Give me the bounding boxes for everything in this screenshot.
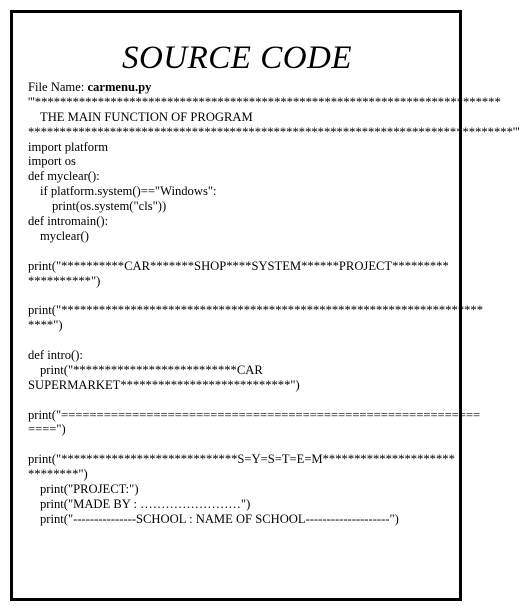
blank-line [28,333,448,348]
code-line: ********") [28,467,88,482]
code-line: print("******************************************************************* [28,303,484,318]
file-name-value: carmenu.py [87,80,152,94]
code-line: def intromain(): [28,214,109,229]
code-line: SUPERMARKET***************************") [28,377,300,392]
code-line: '''************************************************************************** [28,94,501,109]
code-line: def intro(): [28,348,83,363]
file-name-label: File Name: [28,80,85,94]
code-line: import os [28,154,76,169]
blank-line [28,244,448,259]
source-code-body [28,80,520,527]
code-line: print("---------------SCHOOL : NAME OF SCHOOL--------------------") [40,511,399,526]
page-title: SOURCE CODE [121,40,353,76]
code-line: print("****************************S=Y=S=T=E=M********************* [28,452,455,467]
code-line: print("**************************CAR [40,362,263,377]
code-line: *****************************************************************************''' [28,124,520,139]
code-line: import platform [28,139,109,154]
code-line: ****") [28,318,63,333]
code-line: print("**********CAR*******SHOP****SYSTEM******PROJECT********* [28,258,449,273]
code-line: print("=========================================================== [28,407,481,422]
code-line: def myclear(): [28,169,100,184]
code-line: print("PROJECT:") [40,482,139,497]
code-line: THE MAIN FUNCTION OF PROGRAM [40,109,253,124]
code-line: print("MADE BY : ……………………") [40,496,251,511]
code-line: myclear() [40,228,89,243]
code-line: ====") [28,422,66,437]
code-line: print(os.system("cls")) [52,199,167,214]
blank-line [28,288,448,303]
blank-line [28,437,448,452]
code-line: if platform.system()=="Windows": [40,184,217,199]
code-line: **********") [28,273,101,288]
file-name-line [28,80,448,95]
blank-line [28,393,448,408]
